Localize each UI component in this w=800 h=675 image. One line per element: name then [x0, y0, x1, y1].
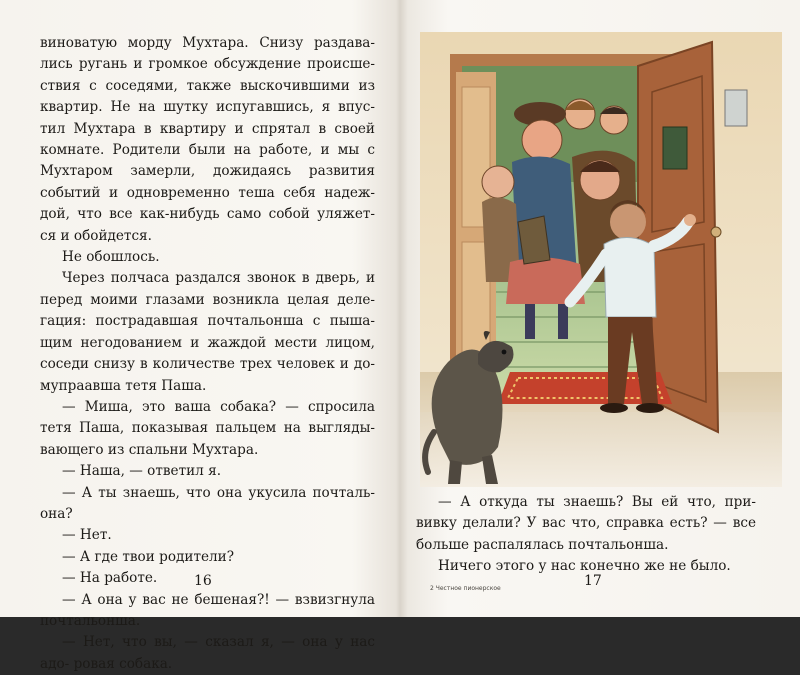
paragraph: Не обошлось.: [62, 249, 160, 266]
paragraph: Через полчаса раздался звонок в дверь, и перед моими глазами возникла целая деле- гация: пострадавшая почтальонша с пыша- щим негодованием и жаждой мести лицом, соседи снизу в количестве трех человек и до- мупраавша тетя Паша.: [40, 270, 375, 394]
paragraph: — Наша, — ответил я.: [62, 463, 222, 480]
footnote: 2 Честное пионерское: [430, 585, 501, 592]
paragraph: виноватую морду Мухтара. Снизу раздава- лись ругань и громкое обсуждение происше- ствия с соседями, также выскочившими из квартир. Не на шутку испугавшись, я впус- тил Мухтара в квартиру и спрятал в своей комнате. Родители были на работе, и мы с Мухтаром замерли, дожидаясь развития событий и одновременно теша себя надеж- дой, что все как-нибудь само собой уляжет- ся и обойдется.: [40, 35, 375, 244]
paragraph: Ничего этого у нас конечно же не было.: [438, 558, 731, 575]
doorway-illustration: [420, 32, 782, 487]
paragraph: — А она у вас не бешеная?! — взвизгнула почтальонша.: [40, 591, 375, 629]
wall-meter: [725, 90, 747, 126]
mailbox: [663, 127, 687, 169]
paragraph: — Нет.: [62, 527, 112, 544]
paragraph: — Миша, это ваша собака? — спросила тетя Паша, показывая пальцем на выгляды- вающего из спальни Мухтара.: [40, 398, 375, 458]
door-handle: [711, 227, 721, 237]
page-number-left: 16: [194, 573, 212, 589]
paragraph: — А ты знаешь, что она укусила почталь- она?: [40, 484, 375, 522]
right-page-text: [416, 492, 756, 578]
page-number-right: 17: [584, 573, 602, 589]
left-page: [0, 0, 400, 672]
paragraph: — На работе.: [62, 570, 158, 587]
paragraph: — Нет, что вы, — сказал я, — она у нас адо- ровая собака.: [40, 634, 375, 672]
paragraph: — А откуда ты знаешь? Вы ей что, при- вивку делали? У вас что, справка есть? — все больше распалялась почтальонша.: [416, 494, 756, 553]
illustration-svg: [420, 32, 782, 487]
paragraph: — А где твои родители?: [62, 548, 234, 565]
